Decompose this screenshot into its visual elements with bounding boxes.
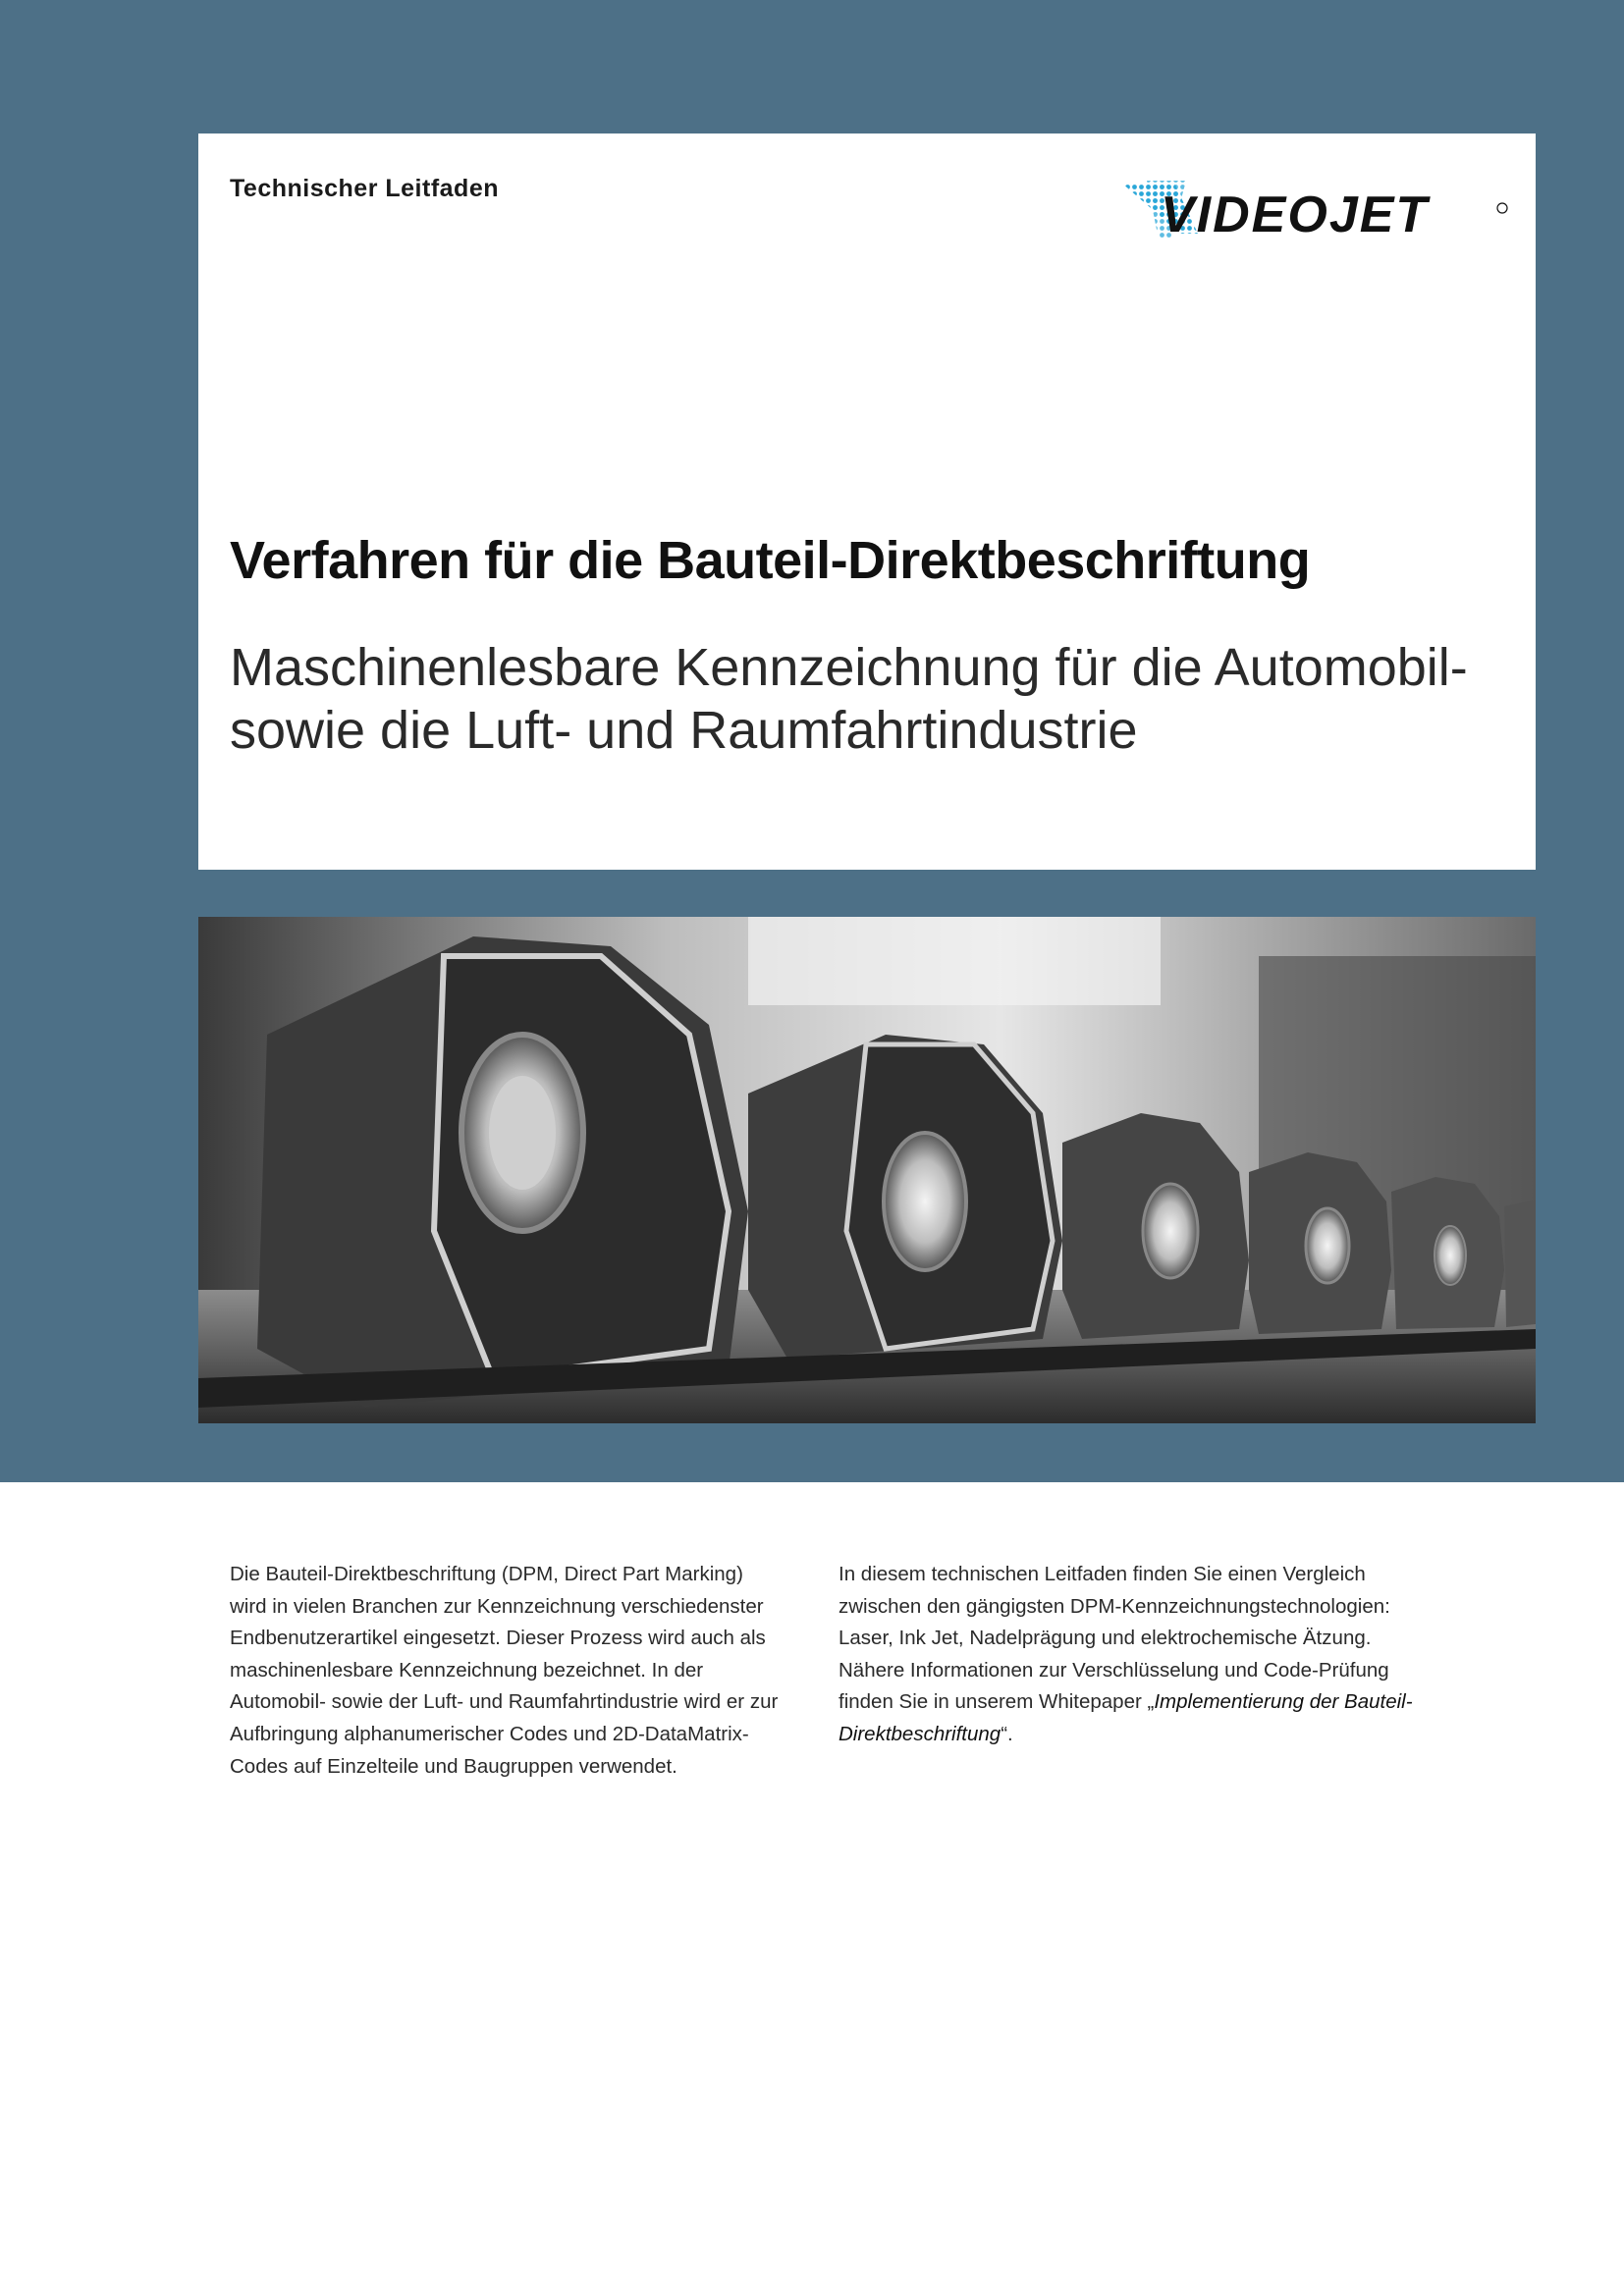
subtitle-line-1: Maschinenlesbare Kennzeichnung für die Automobil- xyxy=(230,638,1468,697)
whitepaper-title: Implementierung der Bauteil-Direktbeschriftung xyxy=(839,1690,1413,1745)
intro-paragraph-right-end: “. xyxy=(1001,1722,1013,1745)
logo-text: VIDEOJET xyxy=(1161,187,1430,243)
page-subtitle xyxy=(230,636,1506,762)
page-title: Verfahren für die Bauteil-Direktbeschriftung xyxy=(230,531,1311,590)
videojet-logo xyxy=(1117,177,1510,245)
intro-paragraph-left: Die Bauteil-Direktbeschriftung (DPM, Direct Part Marking) wird in vielen Branchen zur Kennzeichnung verschiedenster Endbenutzerartikel eingesetzt. Dieser Prozess wird auch als maschinenlesbare Kennzeichnung bezeichnet. In der Automobil- sowie der Luft- und Raumfahrtindustrie wird er zur Aufbringung alphanumerischer Codes und 2D-DataMatrix-Codes auf Einzelteile und Baugruppen verwendet. xyxy=(230,1563,779,1778)
hero-photo xyxy=(198,917,1536,1423)
title-card xyxy=(198,133,1536,870)
cast-housings-image xyxy=(198,917,1536,1423)
subtitle-line-2: sowie die Luft- und Raumfahrtindustrie xyxy=(230,701,1138,760)
document-type-label: Technischer Leitfaden xyxy=(230,175,499,202)
intro-paragraph-right xyxy=(839,1559,1428,1751)
intro-paragraph-right-start: In diesem technischen Leitfaden finden Sie einen Vergleich zwischen den gängigsten DPM-Kennzeichnungstechnologien: Laser, Ink Jet, Nadelprägung und elektrochemische Ätzung. Nähere Informationen zur Verschlüsselung und Code-Prüfung finden Sie in unserem Whitepaper „ xyxy=(839,1563,1390,1714)
